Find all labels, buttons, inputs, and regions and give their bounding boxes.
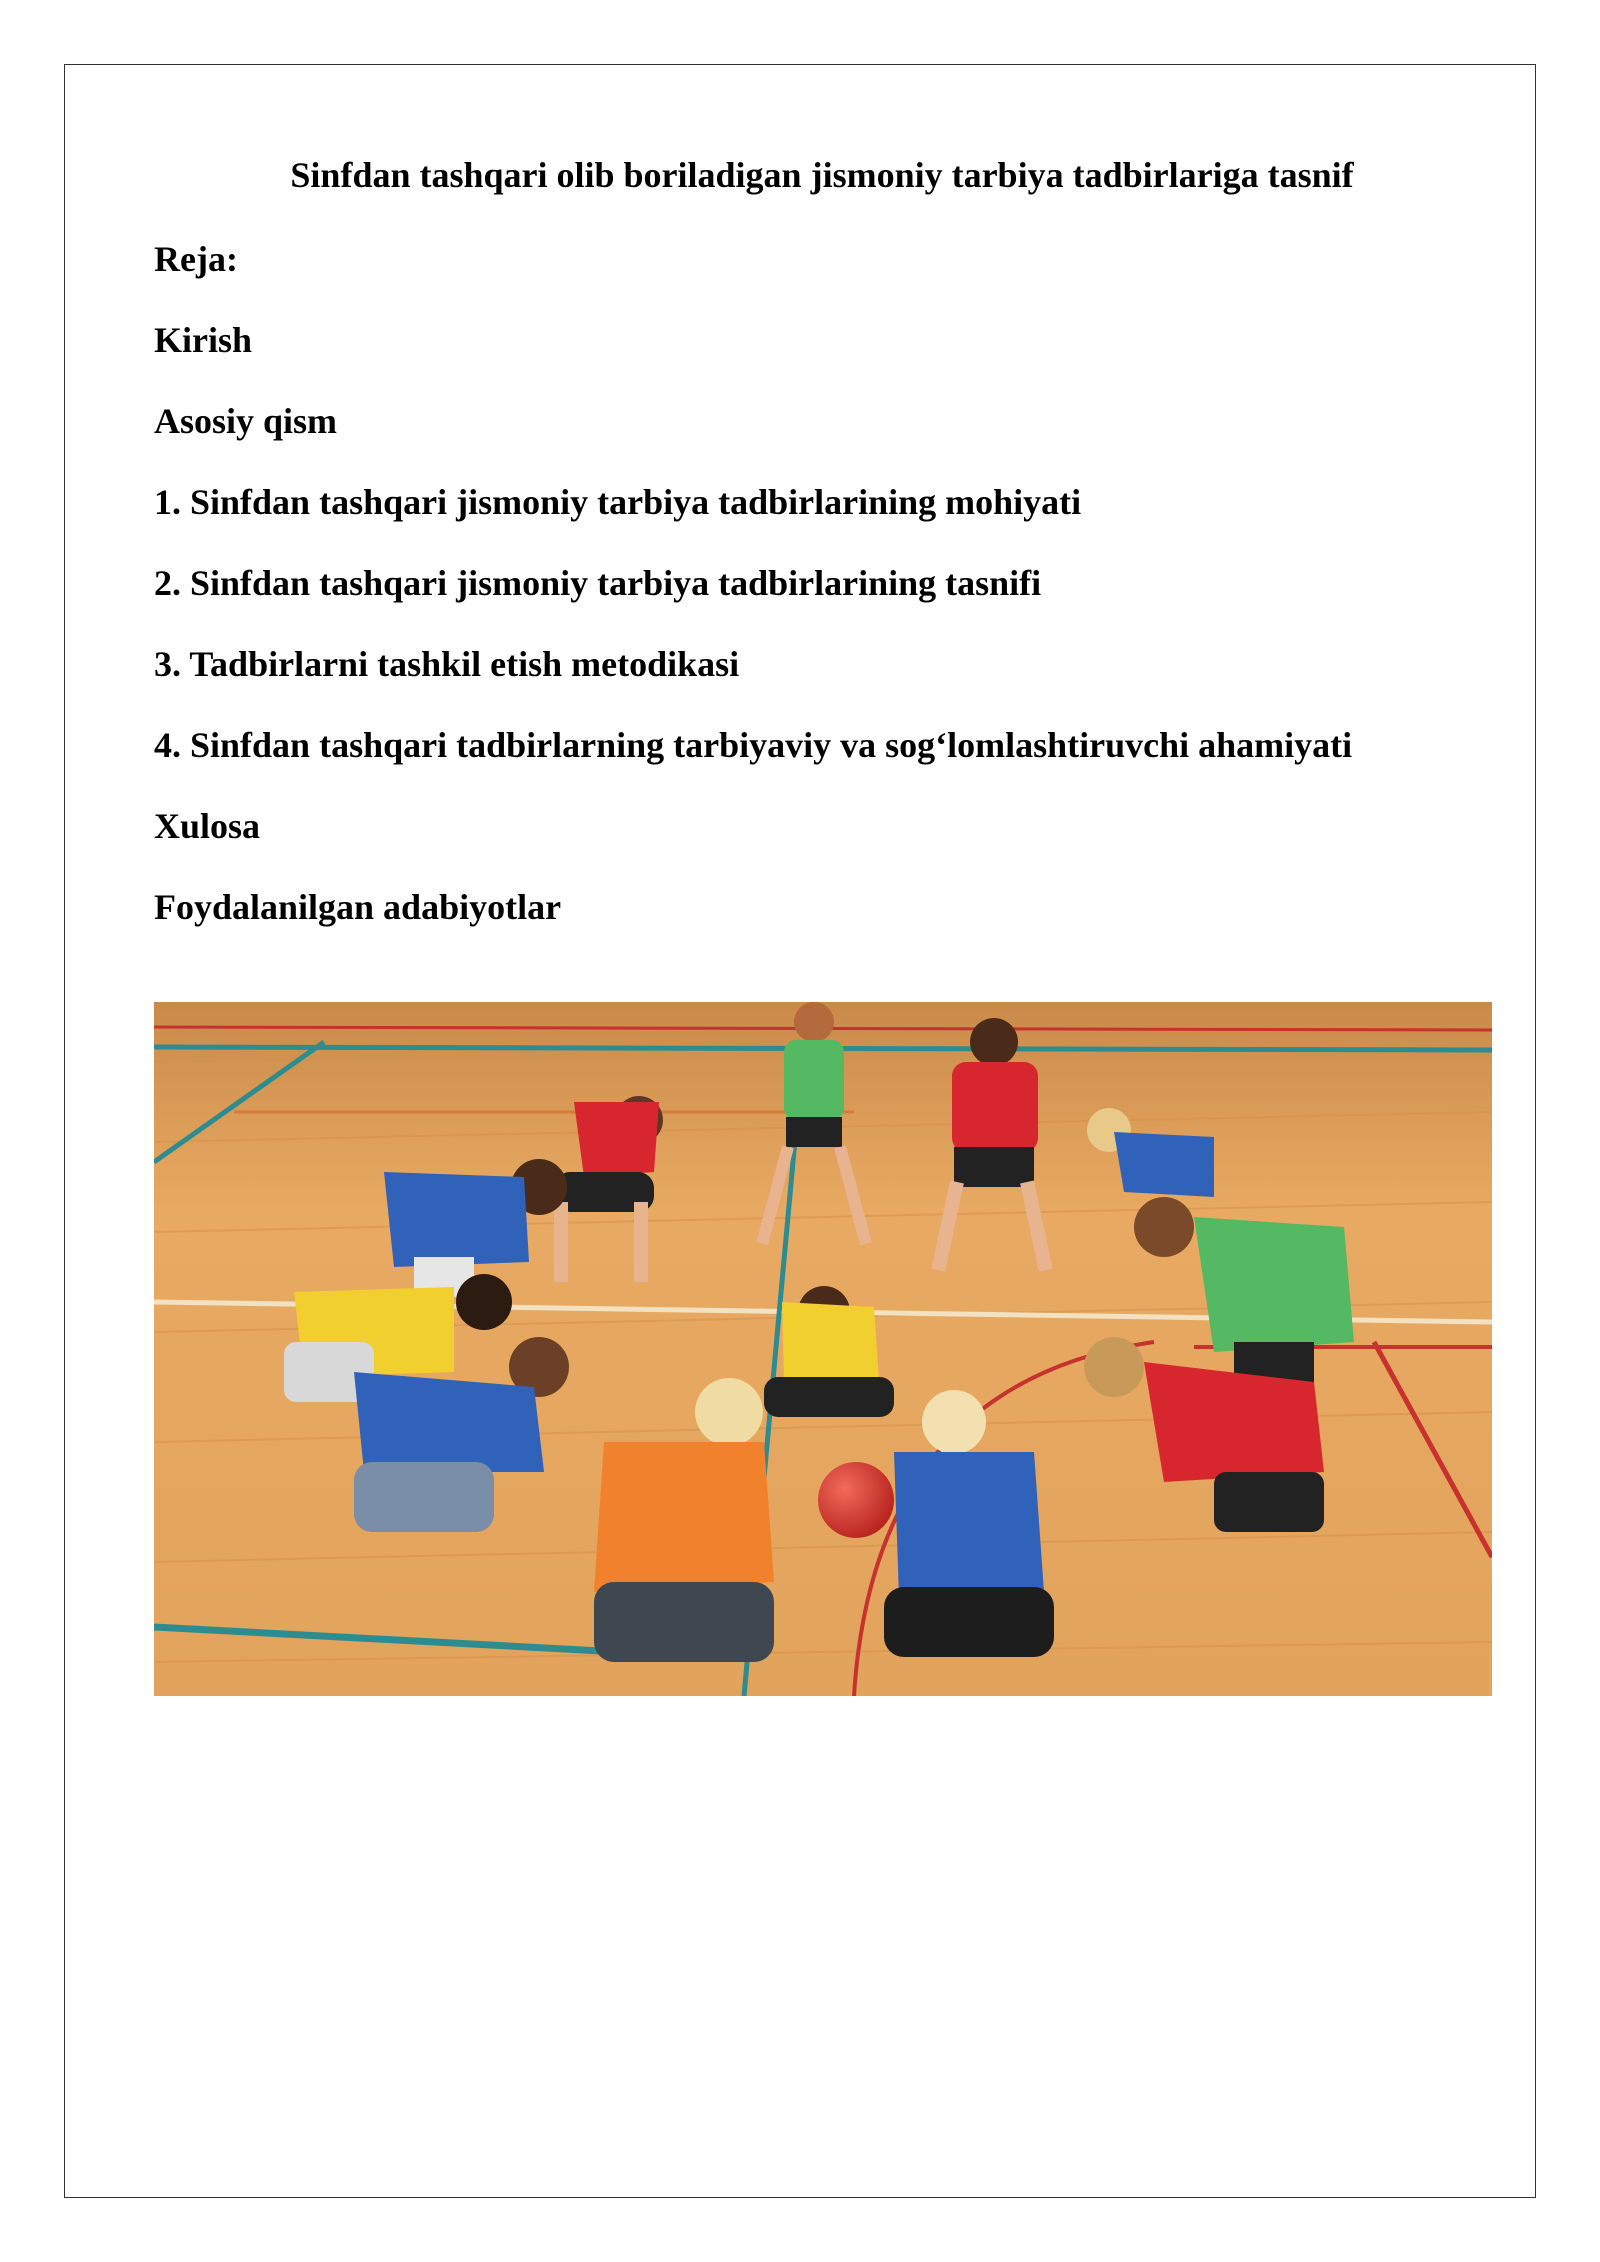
- gym-photo-illustration: [154, 1002, 1492, 1696]
- red-ball: [818, 1462, 894, 1538]
- plan-heading: Reja:: [154, 239, 238, 279]
- plan-item-main-part: Asosiy qism: [154, 401, 338, 441]
- plan-item-2: 2. Sinfdan tashqari jismoniy tarbiya tadbirlarining tasnifi: [154, 563, 1042, 603]
- plan-item-1: 1. Sinfdan tashqari jismoniy tarbiya tadbirlarining mohiyati: [154, 482, 1082, 522]
- plan-item-conclusion: Xulosa: [154, 806, 261, 846]
- plan-item-3: 3. Tadbirlarni tashkil etish metodikasi: [154, 644, 740, 684]
- plan-item-introduction: Kirish: [154, 320, 253, 360]
- children-gym-photo: [154, 1002, 1492, 1696]
- document-title: Sinfdan tashqari olib boriladigan jismoniy tarbiya tadbirlariga tasnif: [290, 155, 1354, 195]
- plan-item-references: Foydalanilgan adabiyotlar: [154, 887, 562, 927]
- plan-item-4: 4. Sinfdan tashqari tadbirlarning tarbiyaviy va sog‘lomlashtiruvchi ahamiyati: [154, 725, 1353, 765]
